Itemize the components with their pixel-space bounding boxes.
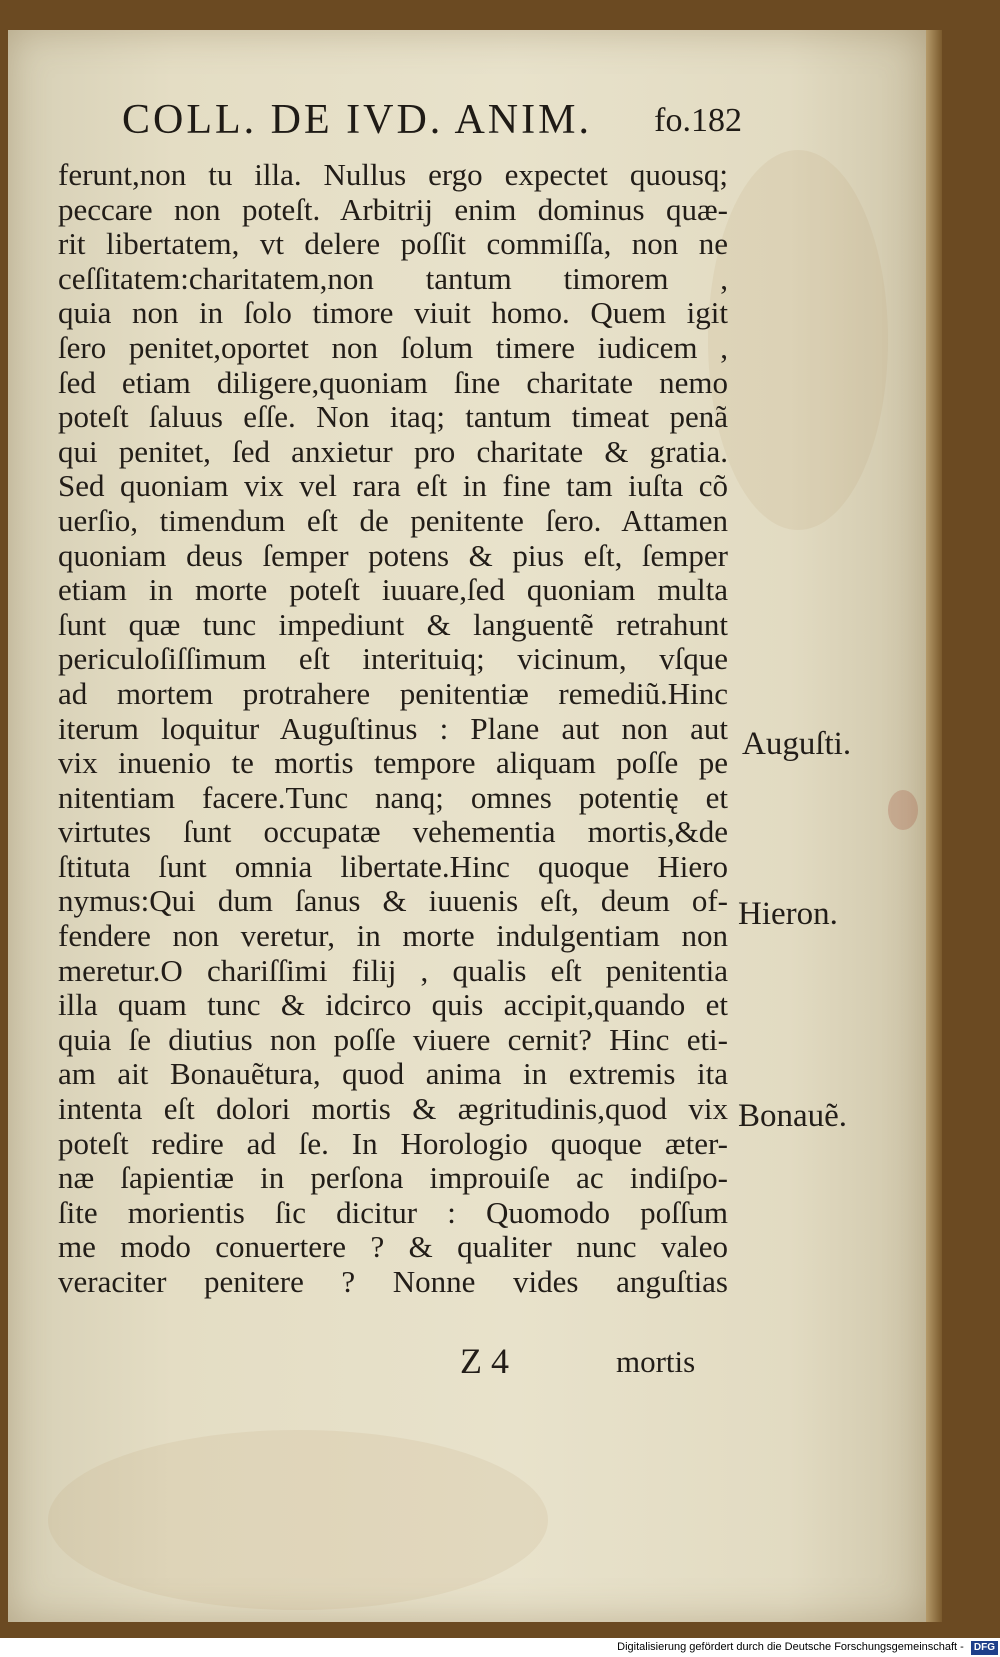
text-line: ſero penitet,oportet non ſolum timere iudicem , <box>58 330 728 365</box>
folio-number: fo.182 <box>654 102 742 139</box>
page-header <box>122 96 742 156</box>
text-line: quia ſe diutius non poſſe viuere cernit? Hinc eti- <box>58 1022 728 1057</box>
text-line: nitentiam facere.Tunc nanq; omnes potentię et <box>58 780 728 815</box>
text-line: me modo conuertere ? & qualiter nunc valeo <box>58 1230 728 1265</box>
page-stain <box>48 1430 548 1610</box>
credit-text: Digitalisierung gefördert durch die Deutsche Forschungsgemeinschaft - <box>617 1641 964 1653</box>
page-stain <box>708 150 888 530</box>
marginal-note-bonaventura: Bonauẽ. <box>738 1098 848 1134</box>
text-line: meretur.O chariſſimi filij , qualis eſt penitentia <box>58 953 728 988</box>
digitization-credit <box>0 1638 1000 1657</box>
text-line: quia non in ſolo timore viuit homo. Quem igit <box>58 296 728 331</box>
text-line: ceſſitatem:charitatem,non tantum timorem , <box>58 261 728 296</box>
page-stain <box>888 790 918 830</box>
text-line: nymus:Qui dum ſanus & iuuenis eſt, deum of- <box>58 884 728 919</box>
text-line: fendere non veretur, in morte indulgentiam non <box>58 919 728 954</box>
text-line: quoniam deus ſemper potens & pius eſt, ſemper <box>58 538 728 573</box>
signature-mark: Z 4 <box>460 1341 509 1381</box>
text-line: næ ſapientiæ in perſona improuiſe ac indiſpo- <box>58 1161 728 1196</box>
text-line: ſite morientis ſic dicitur : Quomodo poſſum <box>58 1195 728 1230</box>
text-line: virtutes ſunt occupatæ vehementia mortis,&de <box>58 815 728 850</box>
text-line: poteſt redire ad ſe. In Horologio quoque æter- <box>58 1126 728 1161</box>
text-line: periculoſiſſimum eſt interituiq; vicinum, vſque <box>58 642 728 677</box>
text-line: ad mortem protrahere penitentiæ remediũ.Hinc <box>58 676 728 711</box>
dfg-logo: DFG <box>971 1641 998 1655</box>
text-line: ſunt quæ tunc impediunt & languentẽ retrahunt <box>58 607 728 642</box>
marginal-note-augustinus: Auguſti. <box>742 726 852 762</box>
catchword: mortis <box>616 1344 696 1379</box>
text-line: rit libertatem, vt delere poſſit commiſſa, non ne <box>58 227 728 262</box>
marginal-note-hieronymus: Hieron. <box>738 896 838 932</box>
text-line: illa quam tunc & idcirco quis accipit,quando et <box>58 988 728 1023</box>
text-line: etiam in morte poteſt iuuare,ſed quoniam multa <box>58 573 728 608</box>
text-line: uerſio, timendum eſt de penitente ſero. Attamen <box>58 503 728 538</box>
text-line: iterum loquitur Auguſtinus : Plane aut non aut <box>58 711 728 746</box>
text-line: am ait Bonauẽtura, quod anima in extremis ita <box>58 1057 728 1092</box>
text-line: intenta eſt dolori mortis & ægritudinis,quod vix <box>58 1092 728 1127</box>
main-text <box>58 158 728 1300</box>
text-line: qui penitet, ſed anxietur pro charitate & gratia. <box>58 434 728 469</box>
page-edge <box>926 30 942 1622</box>
text-line: ſtituta ſunt omnia libertate.Hinc quoque Hiero <box>58 849 728 884</box>
text-line: peccare non poteſt. Arbitrij enim dominus quæ- <box>58 192 728 227</box>
text-line: poteſt ſaluus eſſe. Non itaq; tantum timeat penã <box>58 400 728 435</box>
text-line: Sed quoniam vix vel rara eſt in fine tam iuſta cõ <box>58 469 728 504</box>
text-line: ferunt,non tu illa. Nullus ergo expectet quousq; <box>58 158 728 192</box>
text-line: vix inuenio te mortis tempore aliquam poſſe pe <box>58 746 728 781</box>
text-line: ſed etiam diligere,quoniam ſine charitate nemo <box>58 365 728 400</box>
text-line: veraciter penitere ? Nonne vides anguſtias <box>58 1265 728 1299</box>
running-head: COLL. DE IVD. ANIM. <box>122 97 592 143</box>
